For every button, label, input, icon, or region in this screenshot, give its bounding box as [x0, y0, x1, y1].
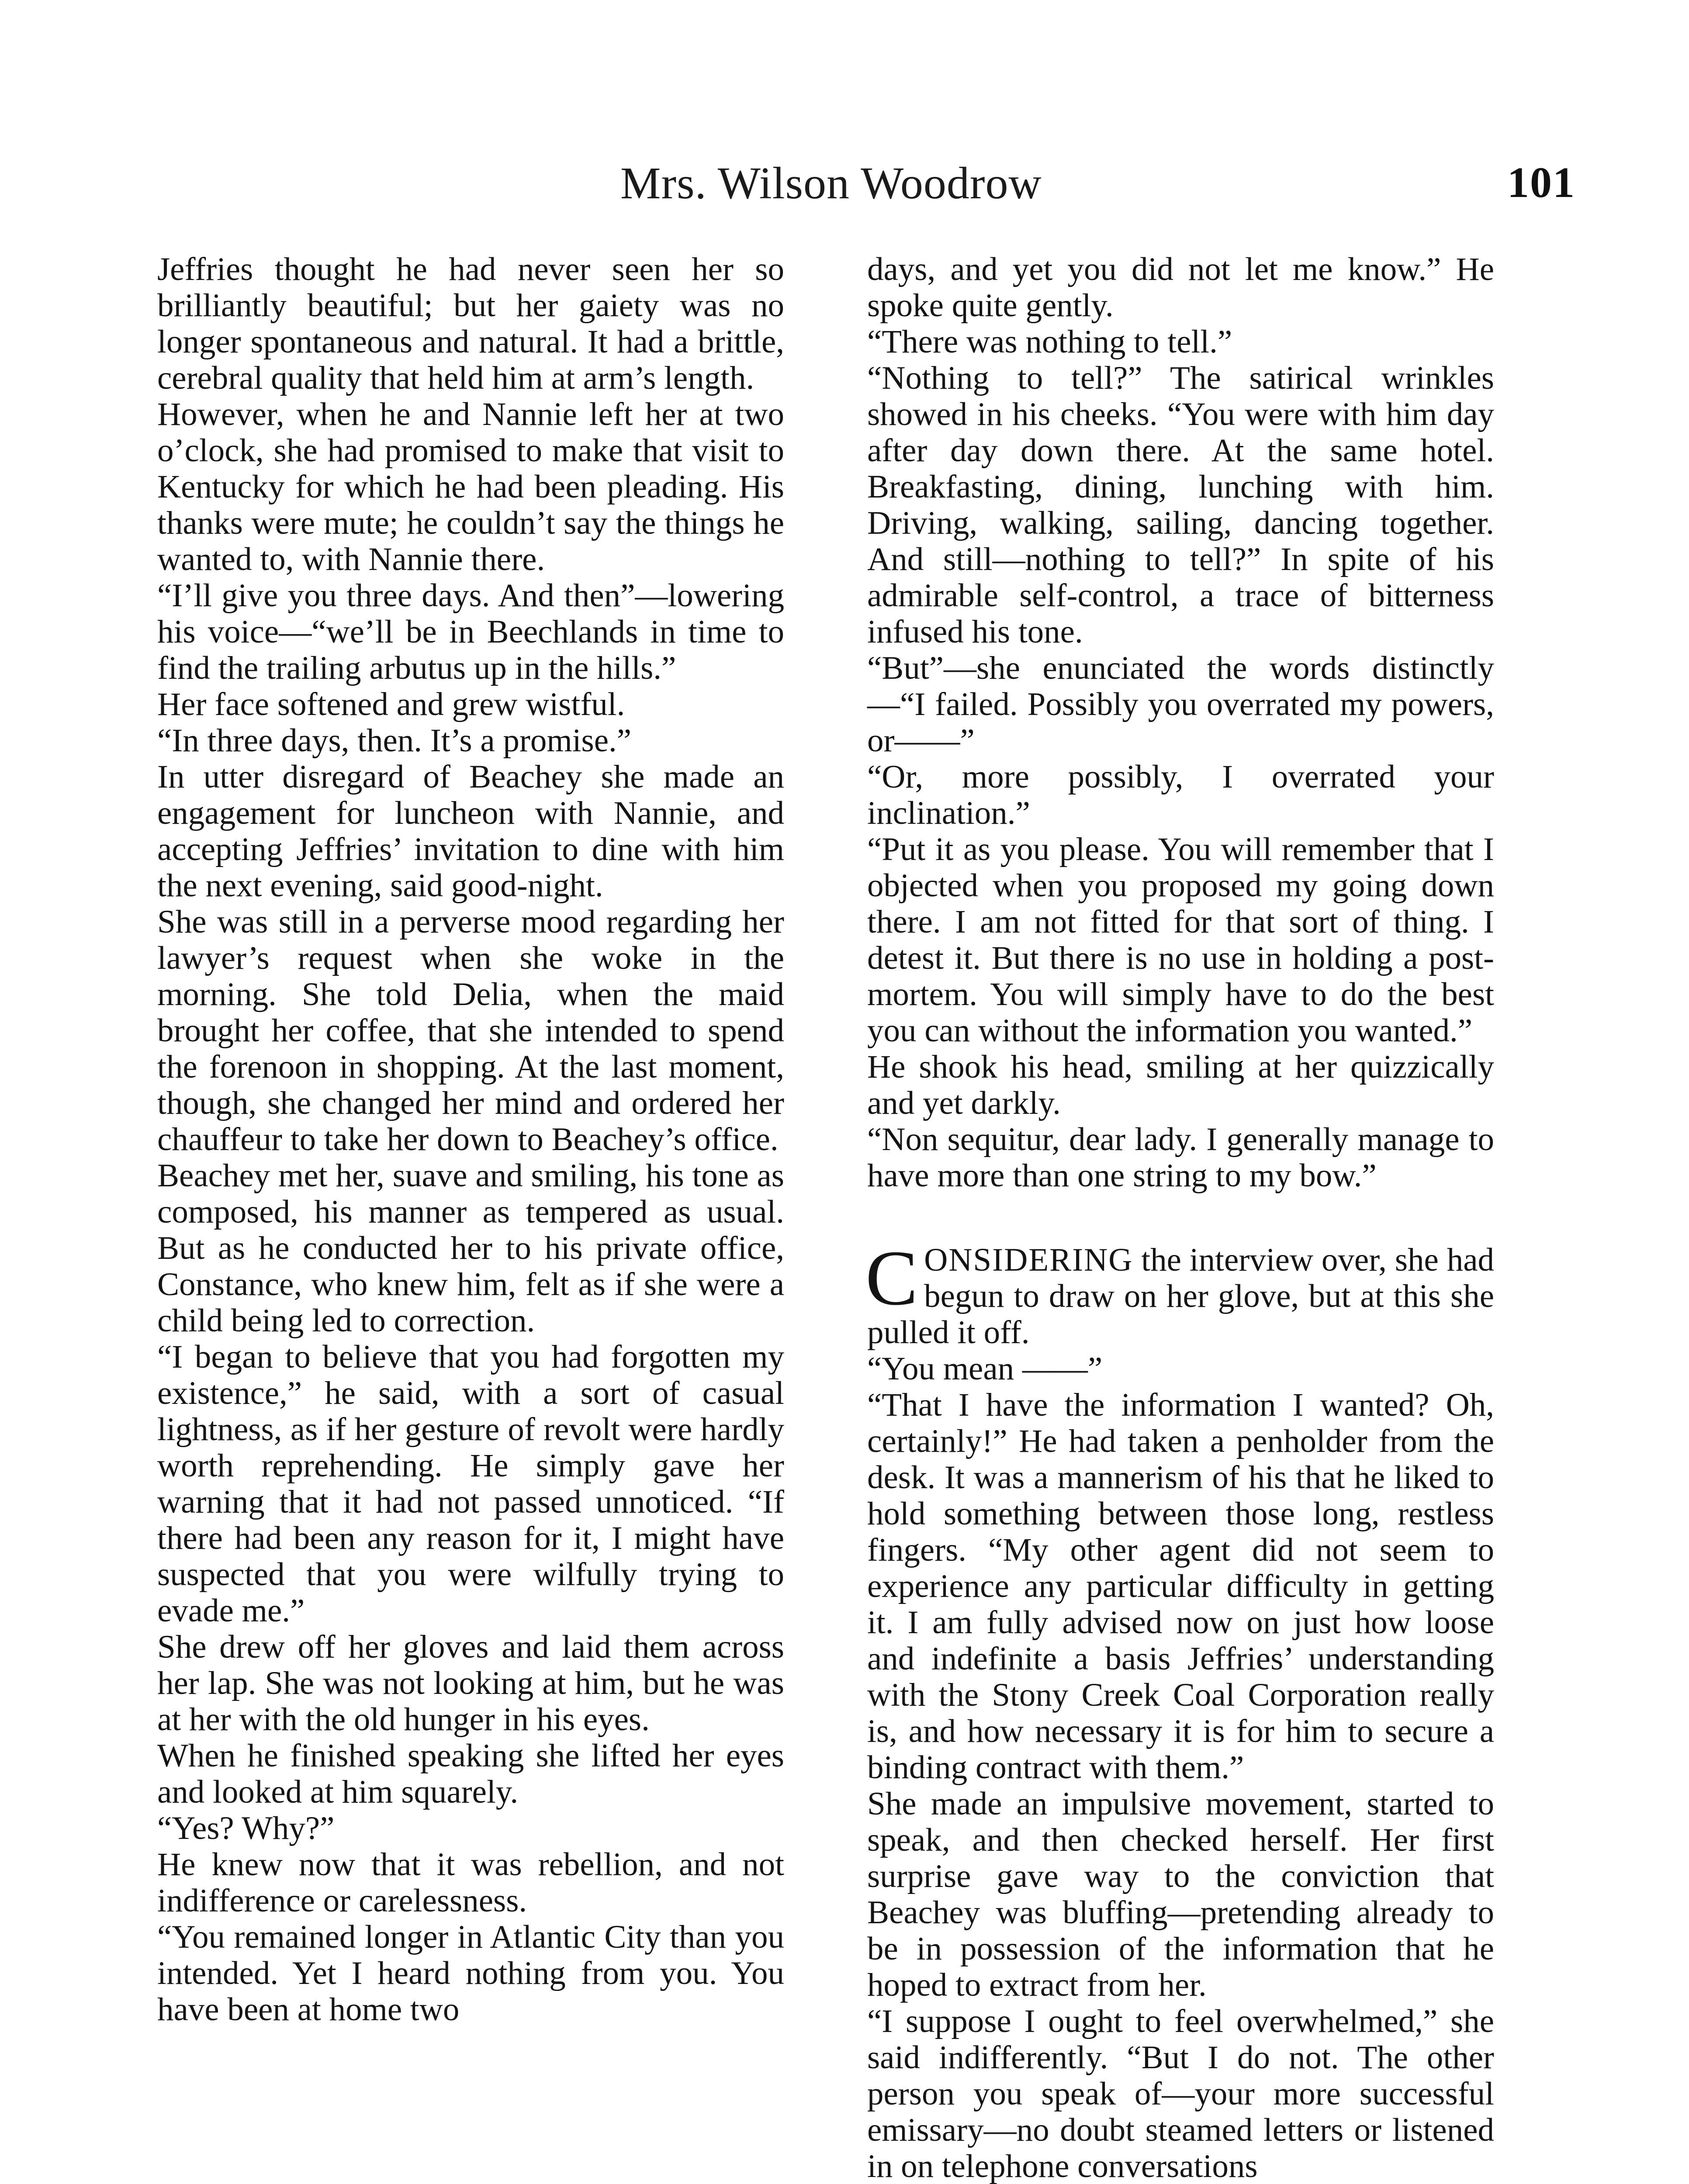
paragraph: Jeffries thought he had never seen her so brilliantly beautiful; but her gaiety was no longer spontaneous and natural. It had a brittle, cerebral quality that held him at arm’s length.: [157, 251, 784, 396]
paragraph: “Yes? Why?”: [157, 1810, 335, 1846]
paragraph: “In three days, then. It’s a promise.”: [157, 722, 632, 759]
left-column: [157, 251, 784, 2028]
paragraph-text: the interview over, she had begun to draw on her glove, but at this she pulled it off.: [867, 1242, 1494, 1351]
paragraph: “Or, more possibly, I overrated your inclination.”: [867, 759, 1494, 831]
paragraph: “Nothing to tell?” The satirical wrinkles showed in his cheeks. “You were with him day after day down there. At the same hotel. Breakfasting, dining, lunching with him. Driving, walking, sailing, dancing together. And still—nothing to tell?” In spite of his admirable self-control, a trace of bitterness infused his tone.: [867, 360, 1494, 650]
paragraph: She was still in a perverse mood regarding her lawyer’s request when she woke in the morning. She told Delia, when the maid brought her coffee, that she intended to spend the forenoon in shopping. At the last moment, though, she changed her mind and ordered her chauffeur to take her down to Beachey’s office.: [157, 904, 784, 1158]
section-break: [867, 1194, 1494, 1242]
paragraph: “I suppose I ought to feel overwhelmed,” she said indifferently. “But I do not. The other person you speak of—your more successful emissary—no doubt steamed letters or listened in on telephone conversations: [867, 2003, 1494, 2184]
paragraph: “I began to believe that you had forgotten my existence,” he said, with a sort of casual lightness, as if her gesture of revolt were hardly worth reprehending. He simply gave her warning that it had not passed unnoticed. “If there had been any reason for it, I might have suspected that you were wilfully trying to evade me.”: [157, 1339, 784, 1629]
right-column: [867, 251, 1494, 2184]
paragraph: However, when he and Nannie left her at two o’clock, she had promised to make that visit to Kentucky for which he had been pleading. His thanks were mute; he couldn’t say the things he wanted to, with Nannie there.: [157, 396, 784, 577]
paragraph: “There was nothing to tell.”: [867, 324, 1232, 360]
paragraph: “But”—she enunciated the words distinctly—“I failed. Possibly you overrated my powers, or——”: [867, 650, 1494, 759]
paragraph: days, and yet you did not let me know.” He spoke quite gently.: [867, 251, 1494, 324]
paragraph: She made an impulsive movement, started to speak, and then checked herself. Her first surprise gave way to the conviction that Beachey was bluffing—pretending already to be in possession of the information that he hoped to extract from her.: [867, 1786, 1494, 2003]
paragraph: He knew now that it was rebellion, and not indifference or carelessness.: [157, 1846, 784, 1919]
page-number: 101: [1507, 158, 1575, 207]
paragraph: She drew off her gloves and laid them across her lap. She was not looking at him, but he was at her with the old hunger in his eyes.: [157, 1629, 784, 1738]
paragraph: “You remained longer in Atlantic City than you intended. Yet I heard nothing from you. You have been at home two: [157, 1919, 784, 2028]
paragraph: “You mean ——”: [867, 1351, 1103, 1387]
running-head: Mrs. Wilson Woodrow: [620, 158, 1042, 208]
drop-cap-letter: C: [865, 1234, 918, 1321]
paragraph: “That I have the information I wanted? Oh, certainly!” He had taken a penholder from the desk. It was a mannerism of his that he liked to hold something between those long, restless fingers. “My other agent did not seem to experience any particular difficulty in getting it. I am fully advised now on just how loose and indefinite a basis Jeffries’ understanding with the Stony Creek Coal Corporation really is, and how necessary it is for him to secure a binding contract with them.”: [867, 1387, 1494, 1786]
page-header: [0, 157, 1689, 223]
paragraph: He shook his head, smiling at her quizzically and yet darkly.: [867, 1049, 1494, 1121]
dropcap-paragraph: [865, 1234, 1494, 1351]
paragraph: Her face softened and grew wistful.: [157, 686, 625, 722]
paragraph: “Non sequitur, dear lady. I generally manage to have more than one string to my bow.”: [867, 1121, 1494, 1194]
paragraph: When he finished speaking she lifted her eyes and looked at him squarely.: [157, 1738, 784, 1810]
paragraph: In utter disregard of Beachey she made an engagement for luncheon with Nannie, and accepting Jeffries’ invitation to dine with him the next evening, said good-night.: [157, 759, 784, 904]
small-caps-lead: ONSIDERING: [924, 1242, 1133, 1278]
paragraph: “Put it as you please. You will remember that I objected when you proposed my going down there. I am not fitted for that sort of thing. I detest it. But there is no use in holding a post-mortem. You will simply have to do the best you can without the information you wanted.”: [867, 831, 1494, 1049]
paragraph: Beachey met her, suave and smiling, his tone as composed, his manner as tempered as usual. But as he conducted her to his private office, Constance, who knew him, felt as if she were a child being led to correction.: [157, 1158, 784, 1339]
paragraph: “I’ll give you three days. And then”—lowering his voice—“we’ll be in Beechlands in time to find the trailing arbutus up in the hills.”: [157, 577, 784, 686]
